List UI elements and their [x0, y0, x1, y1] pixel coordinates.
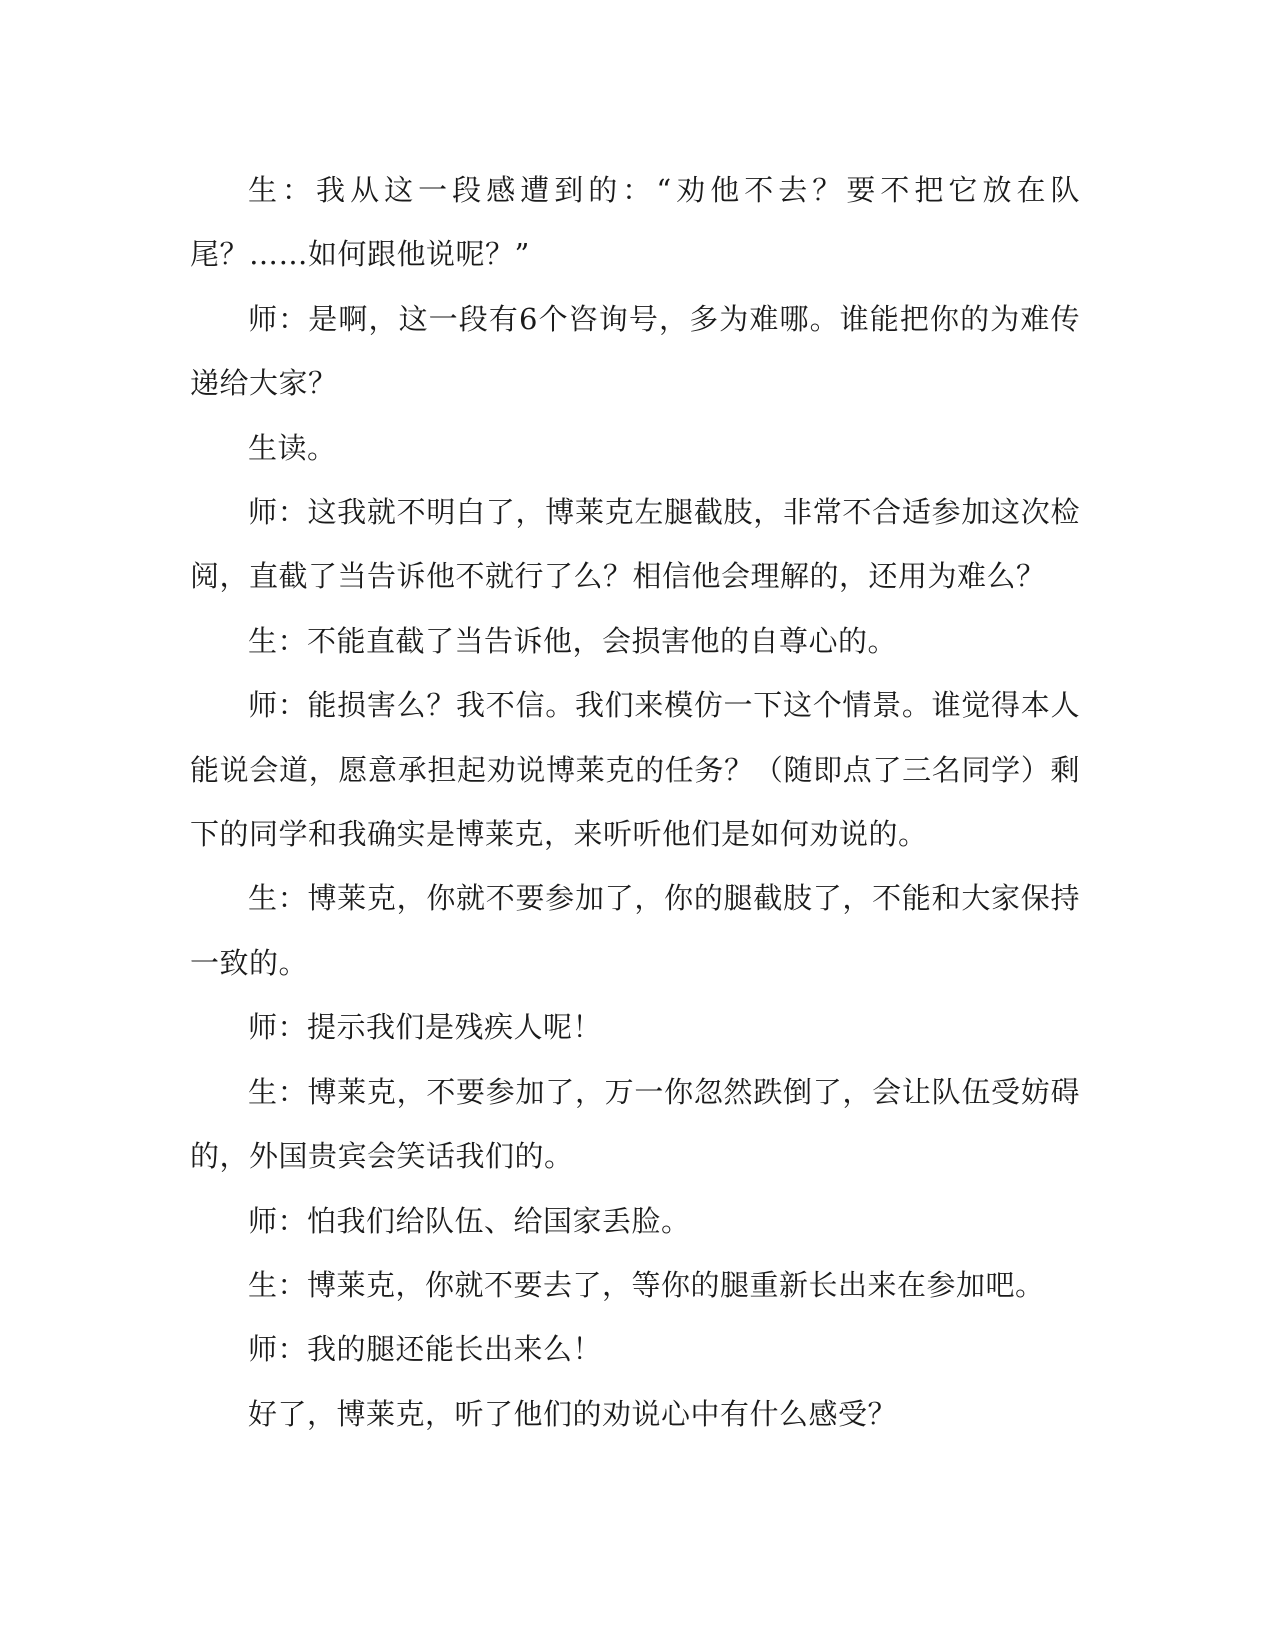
paragraph-6: 师：能损害么？我不信。我们来模仿一下这个情景。谁觉得本人能说会道，愿意承担起劝说博莱克的任务？（随即点了三名同学）剩下的同学和我确实是博莱克，来听听他们是如何劝说的。 — [190, 688, 1080, 852]
paragraph-2: 师：是啊，这一段有6个咨询号，多为难哪。谁能把你的为难传递给大家？ — [190, 301, 1080, 401]
paragraph-8: 师：提示我们是残疾人呢！ — [248, 1010, 603, 1045]
paragraph-9: 生：博莱克，不要参加了，万一你忽然跌倒了，会让队伍受妨碍的，外国贵宾会笑话我们的。 — [190, 1074, 1080, 1174]
paragraph-1: 生：我从这一段感遭到的：“劝他不去？要不把它放在队尾？……如何跟他说呢？” — [190, 173, 1080, 272]
paragraph-7: 生：博莱克，你就不要参加了，你的腿截肢了，不能和大家保持一致的。 — [190, 881, 1080, 980]
document-body — [190, 158, 1080, 1446]
paragraph-13: 好了，博莱克，听了他们的劝说心中有什么感受？ — [248, 1396, 898, 1431]
paragraph-11: 生：博莱克，你就不要去了，等你的腿重新长出来在参加吧。 — [248, 1267, 1045, 1302]
paragraph-12: 师：我的腿还能长出来么！ — [248, 1332, 603, 1367]
paragraph-4: 师：这我就不明白了，博莱克左腿截肢，非常不合适参加这次检阅，直截了当告诉他不就行了么？相信他会理解的，还用为难么？ — [190, 495, 1080, 594]
paragraph-5: 生：不能直截了当告诉他，会损害他的自尊心的。 — [248, 623, 898, 658]
paragraph-3: 生读。 — [248, 430, 337, 465]
paragraph-10: 师：怕我们给队伍、给国家丢脸。 — [248, 1203, 691, 1238]
